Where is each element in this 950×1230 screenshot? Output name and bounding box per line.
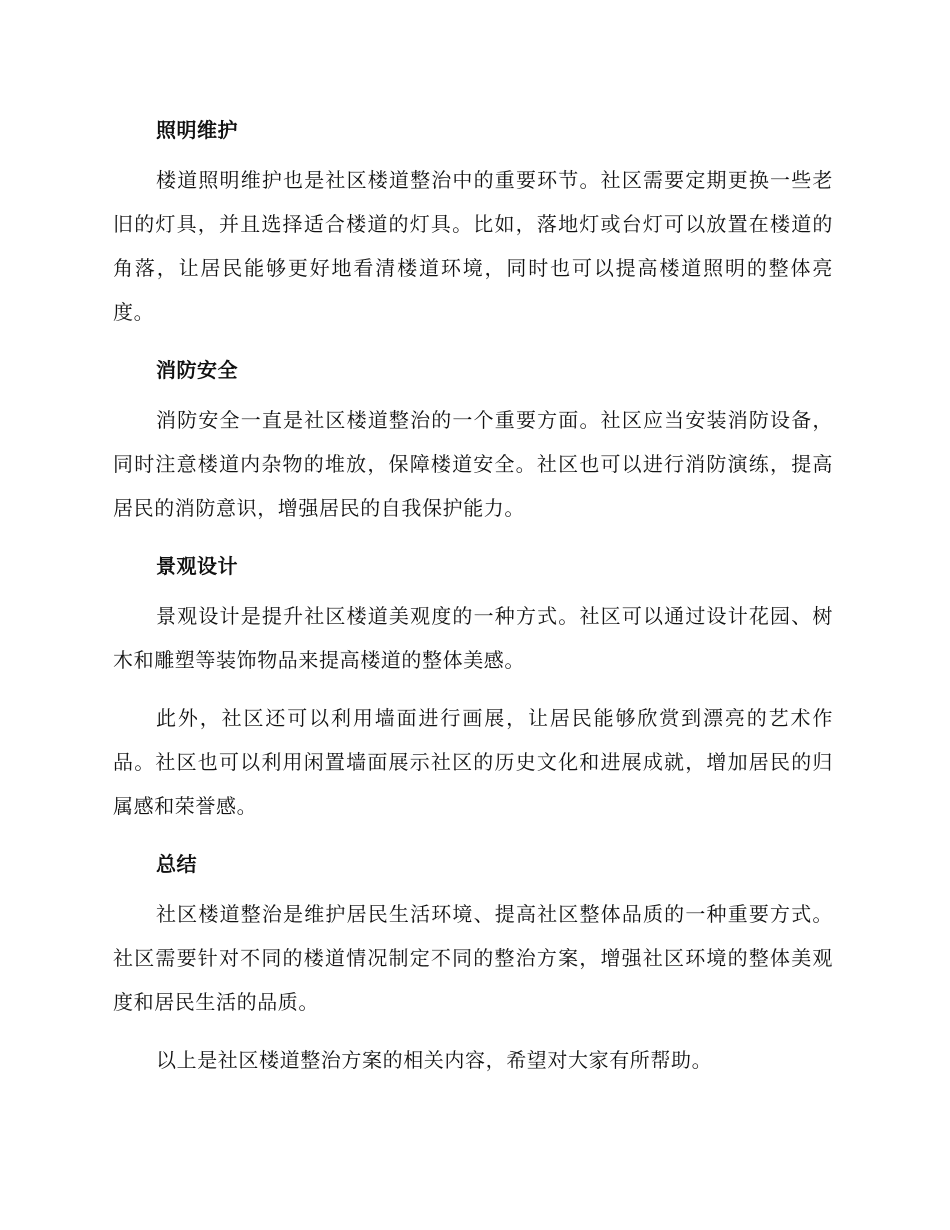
section-heading-fire-safety: 消防安全 bbox=[156, 358, 238, 382]
section-heading-lighting: 照明维护 bbox=[156, 118, 238, 142]
section-heading-summary: 总结 bbox=[156, 852, 197, 876]
document-page bbox=[113, 108, 833, 1096]
paragraph-summary-1: 社区楼道整治是维护居民生活环境、提高社区整体品质的一种重要方式。社区需要针对不同的楼道情况制定不同的整治方案，增强社区环境的整体美观度和居民生活的品质。 bbox=[113, 902, 833, 1014]
paragraph-landscape-2: 此外，社区还可以利用墙面进行画展，让居民能够欣赏到漂亮的艺术作品。社区也可以利用闲置墙面展示社区的历史文化和进展成就，增加居民的归属感和荣誉感。 bbox=[113, 706, 833, 818]
paragraph-fire-safety: 消防安全一直是社区楼道整治的一个重要方面。社区应当安装消防设备，同时注意楼道内杂物的堆放，保障楼道安全。社区也可以进行消防演练，提高居民的消防意识，增强居民的自我保护能力。 bbox=[113, 408, 833, 520]
section-heading-landscape: 景观设计 bbox=[156, 554, 238, 578]
paragraph-summary-2: 以上是社区楼道整治方案的相关内容，希望对大家有所帮助。 bbox=[156, 1048, 713, 1072]
paragraph-landscape-1: 景观设计是提升社区楼道美观度的一种方式。社区可以通过设计花园、树木和雕塑等装饰物品来提高楼道的整体美感。 bbox=[113, 604, 833, 672]
paragraph-lighting: 楼道照明维护也是社区楼道整治中的重要环节。社区需要定期更换一些老旧的灯具，并且选择适合楼道的灯具。比如，落地灯或台灯可以放置在楼道的角落，让居民能够更好地看清楼道环境，同时也可以提高楼道照明的整体亮度。 bbox=[113, 168, 833, 324]
